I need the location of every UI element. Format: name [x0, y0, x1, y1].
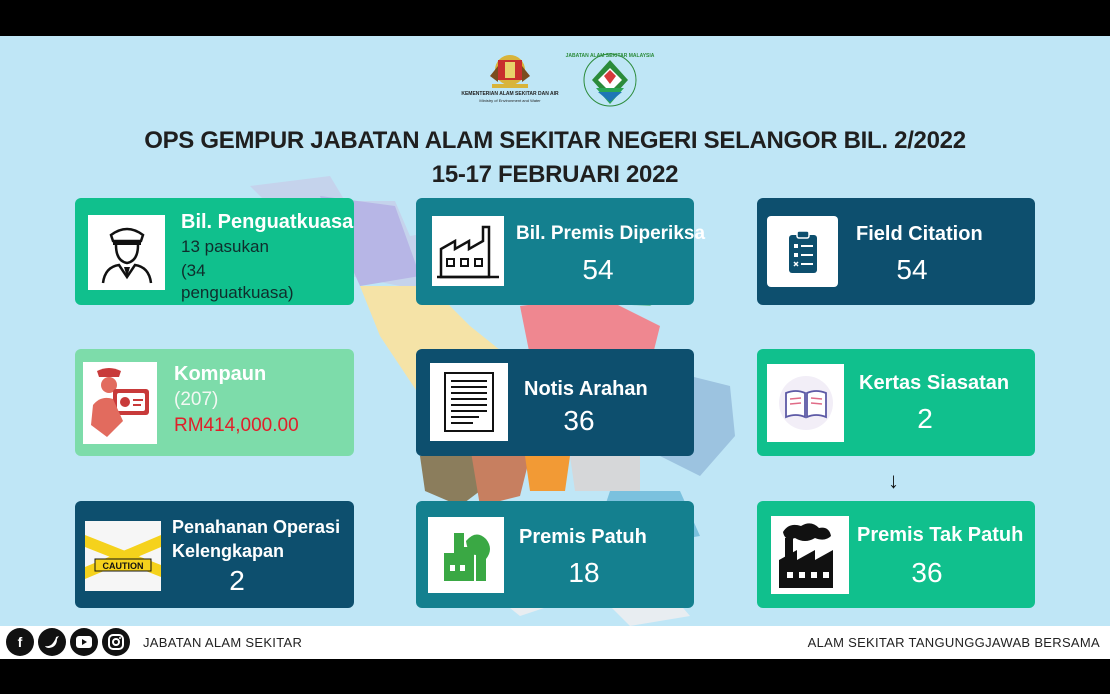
instagram-icon[interactable]: [102, 628, 130, 656]
penahanan-value: 2: [229, 565, 245, 596]
card-premis-tak-patuh: [757, 501, 1035, 608]
kompaun-amount: RM414,000.00: [174, 415, 299, 436]
card-kertas-siasatan: [757, 349, 1035, 456]
polluting-factory-icon: [771, 516, 849, 594]
youtube-icon[interactable]: [70, 628, 98, 656]
fine-icon: [83, 362, 157, 444]
card-penguatkuasa: [75, 198, 354, 305]
page-title: [0, 124, 1110, 192]
kompaun-count: (207): [174, 389, 219, 410]
premis-patuh-title: Premis Patuh: [519, 526, 647, 548]
factory-icon: [432, 216, 504, 286]
kompaun-title: Kompaun: [174, 363, 267, 385]
premis-tak-patuh-value: 36: [911, 557, 943, 588]
card-premis-diperiksa: [416, 198, 706, 305]
clipboard-icon: [767, 216, 838, 287]
card-notis-arahan: [416, 349, 694, 456]
caution-tape-icon: [85, 521, 161, 591]
penahanan-title-line-1: Penahanan Operasi: [172, 517, 341, 537]
field-citation-value: 54: [896, 254, 928, 285]
book-icon: [767, 364, 844, 442]
premis-diperiksa-value: 54: [582, 254, 614, 285]
notis-arahan-title: Notis Arahan: [524, 378, 648, 400]
footer-bar: [0, 626, 1110, 659]
card-kompaun: [75, 349, 354, 456]
title-line-1: OPS GEMPUR JABATAN ALAM SEKITAR NEGERI SELANGOR BIL. 2/2022: [144, 127, 966, 154]
logos-area: [461, 50, 655, 114]
penguatkuasa-title: Bil. Penguatkuasa: [181, 211, 354, 233]
card-premis-patuh: [416, 501, 694, 608]
footer-right-text: ALAM SEKITAR TANGUNGGJAWAB BERSAMA: [807, 635, 1100, 650]
document-icon: [430, 363, 508, 441]
penguatkuasa-teams: 13 pasukan: [181, 237, 269, 256]
svg-text:Ministry of Environment and Wa: Ministry of Environment and Water: [479, 98, 541, 103]
penguatkuasa-count-open: (34: [181, 261, 206, 280]
doe-logo: [566, 53, 655, 106]
premis-diperiksa-title: Bil. Premis Diperiksa: [516, 223, 706, 244]
notis-arahan-value: 36: [563, 405, 595, 436]
field-citation-title: Field Citation: [856, 223, 983, 245]
infographic-slide: [0, 36, 1110, 626]
arrow-down-icon: ↓: [888, 468, 899, 493]
penguatkuasa-count-label: penguatkuasa): [181, 283, 294, 302]
card-field-citation: [757, 198, 1035, 305]
facebook-icon[interactable]: f: [6, 628, 34, 656]
svg-text:KEMENTERIAN ALAM SEKITAR DAN A: KEMENTERIAN ALAM SEKITAR DAN AIR: [461, 91, 559, 97]
green-factory-icon: [428, 517, 504, 593]
penahanan-title-line-2: Kelengkapan: [172, 541, 285, 561]
footer-left-text: JABATAN ALAM SEKITAR: [143, 635, 303, 650]
premis-tak-patuh-title: Premis Tak Patuh: [857, 524, 1024, 546]
kertas-siasatan-value: 2: [917, 403, 933, 434]
kertas-siasatan-title: Kertas Siasatan: [859, 372, 1010, 394]
title-line-2: 15-17 FEBRUARI 2022: [431, 161, 679, 188]
twitter-icon[interactable]: [38, 628, 66, 656]
premis-patuh-value: 18: [568, 557, 600, 588]
card-penahanan: [75, 501, 354, 608]
officer-icon: [88, 215, 165, 290]
svg-text:JABATAN ALAM SEKITAR MALAYSIA: JABATAN ALAM SEKITAR MALAYSIA: [565, 53, 655, 59]
svg-text:CAUTION: CAUTION: [102, 561, 144, 571]
